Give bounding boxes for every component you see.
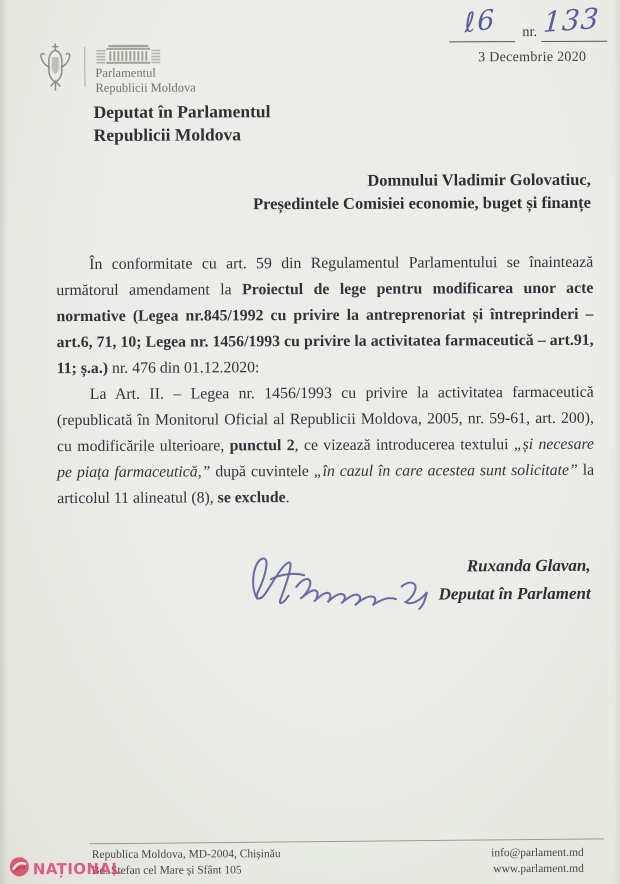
signatory-name: Ruxanda Glavan, bbox=[466, 555, 591, 576]
sender-line2: Republicii Moldova bbox=[93, 124, 242, 145]
sender-block bbox=[94, 100, 271, 147]
org-name-line2: Republicii Moldova bbox=[95, 80, 196, 95]
footer-address-line1: Republica Moldova, MD-2004, Chișinău bbox=[91, 848, 281, 861]
recipient-line2: Președintele Comisiei economie, buget și finanțe bbox=[253, 192, 591, 213]
org-name-line1: Parlamentul bbox=[95, 65, 156, 80]
body-paragraph: În conformitate cu art. 59 din Regulamentul Parlamentului se înaintează următorul amendament la Proiectul de lege pentru modificarea unor acte normative (Legea nr.845/1992 cu privire la antreprenoriat și întreprinderi – art.6, 71, 10; Legea nr. 1456/1993 cu privire la activitatea farmaceutică – art.91, 11; ș.a.) nr. 476 din 01.12.2020: bbox=[56, 253, 594, 378]
logo-divider bbox=[84, 47, 85, 87]
footer-address-line2: Bd. Ștefan cel Mare și Sfânt 105 bbox=[91, 863, 242, 877]
recipient-block bbox=[253, 169, 591, 215]
nr-label: nr. bbox=[522, 24, 538, 41]
national-swirl-icon bbox=[9, 856, 30, 882]
registration-underline bbox=[541, 41, 607, 42]
registration-underline bbox=[449, 41, 515, 42]
body-paragraph: La Art. II. – Legea nr. 1456/1993 cu privire la activitatea farmaceutică (republicată în Monitorul Oficial al Republicii Moldova, 2005, nr. 59-61, art. 200), cu modificările ulterioare, punctul 2, ce vizează introducerea textului „și necesare pe piața farmaceutică,” după cuvintele „în cazul în care acestea sunt solicitate” la articolul 11 alineatul (8), se exclude. bbox=[56, 383, 595, 508]
handwritten-registration-number: 133 bbox=[542, 1, 601, 40]
recipient-line1: Domnului Vladimir Golovatiuc, bbox=[367, 169, 591, 190]
footer-divider bbox=[90, 838, 604, 844]
watermark-label: NAȚIONAL bbox=[32, 859, 122, 879]
signatory-block bbox=[438, 552, 590, 608]
national-watermark bbox=[9, 856, 122, 882]
footer-contacts bbox=[491, 846, 584, 877]
footer-email: info@parlament.md bbox=[491, 846, 584, 860]
signatory-title: Deputat în Parlament bbox=[438, 583, 591, 603]
org-name bbox=[95, 65, 195, 95]
handwritten-registration-prefix: ℓ6 bbox=[463, 4, 497, 40]
sender-line1: Deputat în Parlamentul bbox=[93, 101, 271, 122]
footer-website: www.parlament.md bbox=[493, 862, 584, 875]
moldova-coat-of-arms-icon bbox=[38, 42, 72, 97]
handwritten-signature bbox=[245, 548, 440, 616]
body-text bbox=[56, 250, 594, 512]
document-date: 3 Decembrie 2020 bbox=[478, 49, 587, 66]
